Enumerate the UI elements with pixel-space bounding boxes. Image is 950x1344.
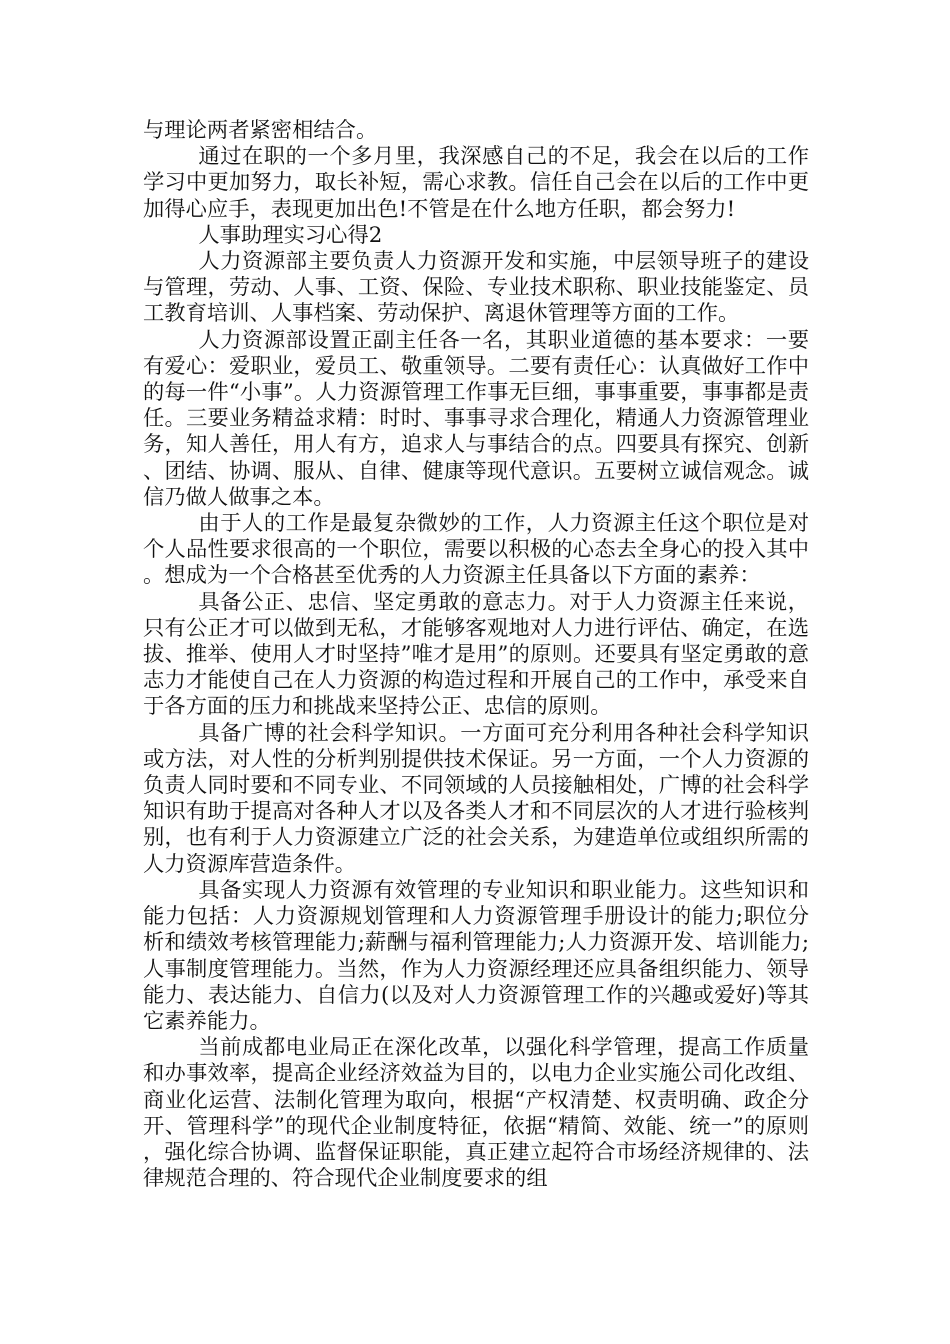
paragraph-ethics: 人力资源部设置正副主任各一名，其职业道德的基本要求：一要有爱心：爱职业，爱员工、敬重领导。二要有责任心：认真做好工作中的每一件“小事”。人力资源管理工作事无巨细，事事重要，事事都是责任。三要业务精益求精：时时、事事寻求合理化，精通人力资源管理业务，知人善任，用人有方，追求人与事结合的点。四要具有探究、创新、团结、协调、服从、自律、健康等现代意识。五要树立诚信观念。诚信乃做人做事之本。 xyxy=(143,327,809,510)
paragraph-hr-duties: 人力资源部主要负责人力资源开发和实施，中层领导班子的建设与管理，劳动、人事、工资、保险、专业技术职称、职业技能鉴定、员工教育培训、人事档案、劳动保护、离退休管理等方面的工作。 xyxy=(143,249,809,327)
paragraph-continuation: 与理论两者紧密相结合。 xyxy=(143,118,378,143)
section-heading: 人事助理实习心得2 xyxy=(198,222,383,248)
paragraph-reform: 当前成都电业局正在深化改革，以强化科学管理，提高工作质量和办事效率，提高企业经济效益为目的，以电力企业实施公司化改组、商业化运营、法制化管理为取向，根据“产权清楚、权责明确、政企分开、管理科学”的现代企业制度特征，依据“精简、效能、统一”的原则，强化综合协调、监督保证职能，真正建立起符合市场经济规律的、法律规范合理的、符合现代企业制度要求的组 xyxy=(143,1035,809,1192)
document-body xyxy=(143,118,809,1192)
paragraph-integrity: 具备公正、忠信、坚定勇敢的意志力。对于人力资源主任来说，只有公正才可以做到无私，才能够客观地对人力进行评估、确定，在选拔、推举、使用人才时坚持”唯才是用”的原则。还要具有坚定勇敢的意志力才能使自己在人力资源的构造过程和开展自己的工作中，承受来自于各方面的压力和挑战来坚持公正、忠信的原则。 xyxy=(143,589,809,720)
paragraph-professional-skills: 具备实现人力资源有效管理的专业知识和职业能力。这些知识和能力包括：人力资源规划管理和人力资源管理手册设计的能力;职位分析和绩效考核管理能力;薪酬与福利管理能力;人力资源开发、培训能力;人事制度管理能力。当然，作为人力资源经理还应具备组织能力、领导能力、表达能力、自信力(以及对人力资源管理工作的兴趣或爱好)等其它素养能力。 xyxy=(143,877,809,1034)
paragraph-qualities-intro: 由于人的工作是最复杂微妙的工作，人力资源主任这个职位是对个人品性要求很高的一个职位，需要以积极的心态去全身心的投入其中。想成为一个合格甚至优秀的人力资源主任具备以下方面的素养： xyxy=(143,511,809,589)
paragraph-knowledge: 具备广博的社会科学知识。一方面可充分利用各种社会科学知识或方法，对人性的分析判别提供技术保证。另一方面，一个人力资源的负责人同时要和不同专业、不同领域的人员接触相处，广博的社会科学知识有助于提高对各种人才以及各类人才和不同层次的人才进行验核判别，也有利于人力资源建立广泛的社会关系，为建造单位或组织所需的人力资源库营造条件。 xyxy=(143,720,809,877)
paragraph-reflection: 通过在职的一个多月里，我深感自己的不足，我会在以后的工作学习中更加努力，取长补短，需心求教。信任自己会在以后的工作中更加得心应手，表现更加出色!不管是在什么地方任职，都会努力! xyxy=(143,144,809,222)
